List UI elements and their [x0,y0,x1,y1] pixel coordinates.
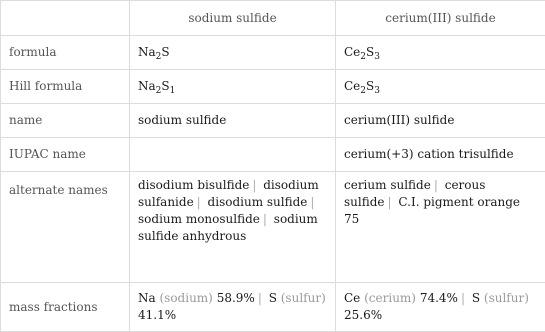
element-name: (sulfur) [281,291,326,305]
row-label-hill-formula: Hill formula [1,70,130,104]
row-iupac-name [1,138,545,172]
name-cerium-sulfide: cerium(III) sulfide [336,104,545,138]
separator: | [385,195,395,209]
element-symbol: S [472,291,480,305]
mass-percent: 74.4% [420,291,458,305]
separator: | [431,178,441,192]
formula-cerium-sulfide: $Ce_2S_3$ [336,36,545,70]
name-sodium-sulfide: sodium sulfide [130,104,336,138]
row-label-alternate-names: alternate names [1,172,130,283]
mass-percent: 41.1% [138,308,176,322]
alt-name: sodium monosulfide [138,212,260,226]
element-symbol: S [269,291,277,305]
alt-name: cerium sulfide [344,178,431,192]
alt-name: disodium bisulfide [138,178,249,192]
mass-fractions-cerium-sulfide [336,283,545,332]
row-mass-fractions [1,283,545,332]
row-label-name: name [1,104,130,138]
separator: | [194,195,204,209]
element-name: (cerium) [364,291,416,305]
hill-formula-cerium-sulfide: $Ce_2S_3$ [336,70,545,104]
alternate-names-cerium-sulfide [336,172,545,283]
row-hill-formula [1,70,545,104]
separator: | [260,212,270,226]
row-name [1,104,545,138]
iupac-name-sodium-sulfide [130,138,336,172]
row-label-formula: formula [1,36,130,70]
formula-sodium-sulfide: $Na_2S$ [130,36,336,70]
row-alternate-names [1,172,545,283]
header-row [1,1,545,36]
separator: | [249,178,259,192]
iupac-name-cerium-sulfide: cerium(+3) cation trisulfide [336,138,545,172]
alt-name: cerous sulfide [344,178,485,209]
mass-percent: 25.6% [344,308,382,322]
mass-fractions-sodium-sulfide [130,283,336,332]
element-name: (sodium) [159,291,212,305]
alt-name: C.I. pigment orange 75 [344,195,520,226]
element-symbol: Na [138,291,156,305]
row-label-mass-fractions: mass fractions [1,283,130,332]
row-formula [1,36,545,70]
hill-formula-sodium-sulfide: $Na_2S_1$ [130,70,336,104]
header-sodium-sulfide: sodium sulfide [130,1,336,36]
alt-name: sodium sulfide anhydrous [138,212,318,243]
separator: | [307,195,317,209]
alt-name: disodium sulfanide [138,178,319,209]
separator: | [458,291,468,305]
row-label-iupac-name: IUPAC name [1,138,130,172]
element-symbol: Ce [344,291,360,305]
element-name: (sulfur) [484,291,529,305]
alternate-names-sodium-sulfide [130,172,336,283]
mass-percent: 58.9% [217,291,255,305]
alt-name: disodium sulfide [208,195,308,209]
separator: | [255,291,265,305]
header-cerium-sulfide: cerium(III) sulfide [336,1,545,36]
header-empty-cell [1,1,130,36]
